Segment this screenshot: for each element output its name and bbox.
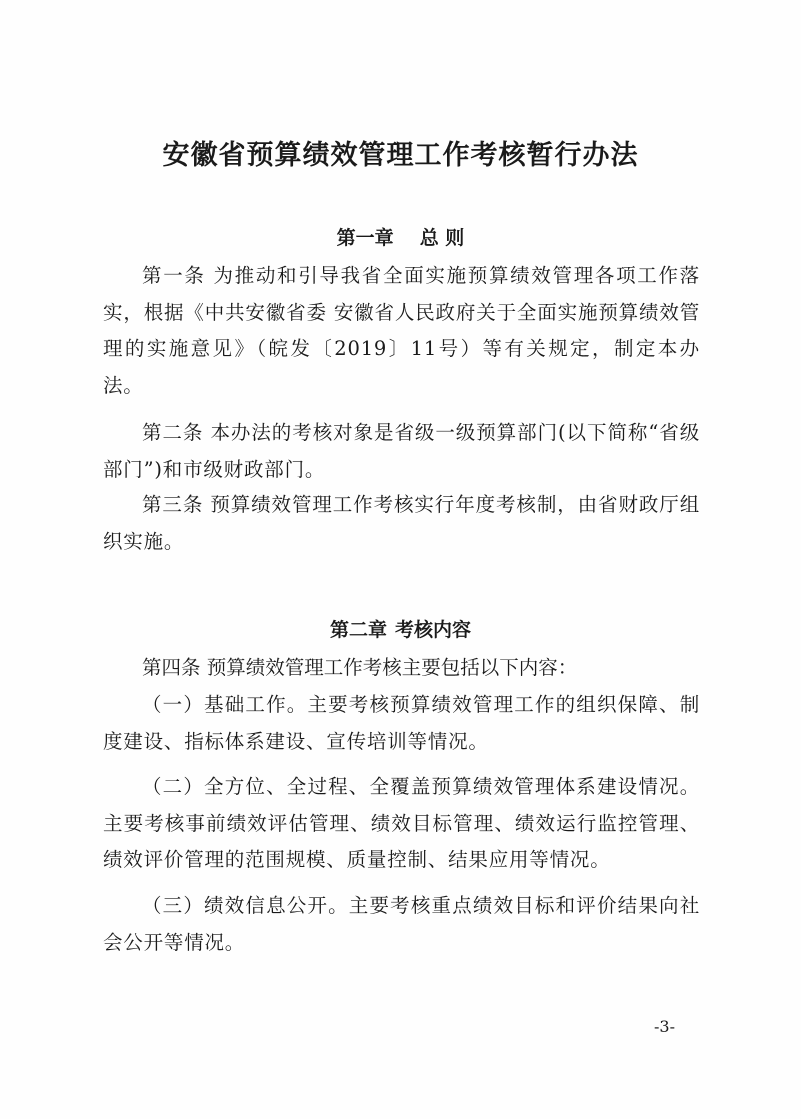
article-4-item-1: （一）基础工作。主要考核预算绩效管理工作的组织保障、制度建设、指标体系建设、宣传培训等情况。 xyxy=(103,693,700,753)
page-number: -3- xyxy=(654,1017,675,1036)
chapter-number: 第一章 xyxy=(336,227,394,249)
chapter-heading-2 xyxy=(0,616,801,644)
article-2: 第二条 本办法的考核对象是省级一级预算部门(以下简称“省级部门”)和市级财政部门。 xyxy=(103,421,700,481)
article-4: 第四条 预算绩效管理工作考核主要包括以下内容： xyxy=(142,656,578,679)
article-4-item-3: （三）绩效信息公开。主要考核重点绩效目标和评价结果向社会公开等情况。 xyxy=(103,894,700,954)
chapter-title: 考核内容 xyxy=(395,619,472,641)
article-1: 第一条 为推动和引导我省全面实施预算绩效管理各项工作落实，根据《中共安徽省委 安徽省人民政府关于全面实施预算绩效管理的实施意见》（皖发〔2019〕11号）等有关规定，制定本办法。 xyxy=(103,264,700,397)
article-3: 第三条 预算绩效管理工作考核实行年度考核制，由省财政厅组织实施。 xyxy=(103,493,700,553)
chapter-heading-1 xyxy=(0,224,801,252)
chapter-number: 第二章 xyxy=(329,619,387,641)
chapter-title: 总 则 xyxy=(419,227,465,249)
document-title: 安徽省预算绩效管理工作考核暂行办法 xyxy=(162,140,639,171)
article-4-item-2: （二）全方位、全过程、全覆盖预算绩效管理体系建设情况。主要考核事前绩效评估管理、绩效目标管理、绩效运行监控管理、绩效评价管理的范围规模、质量控制、结果应用等情况。 xyxy=(103,775,700,871)
